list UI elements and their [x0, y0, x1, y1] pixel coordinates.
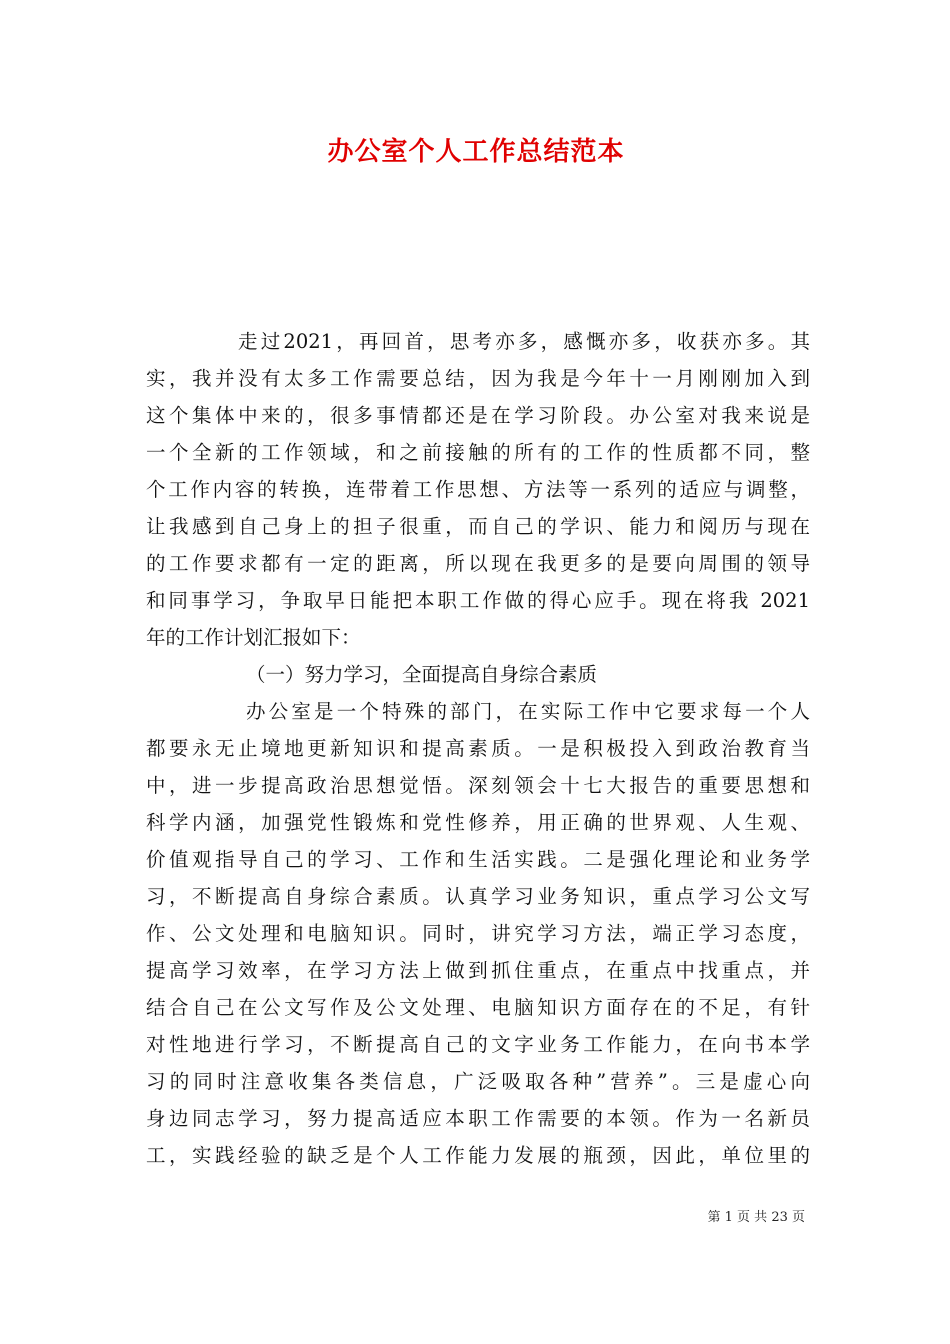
paragraph-line: 让我感到自己身上的担子很重，而自己的学识、能力和阅历与现在 [146, 515, 810, 538]
paragraph-line: 实，我并没有太多工作需要总结，因为我是今年十一月刚刚加入到 [146, 367, 810, 390]
paragraph-line: 的工作要求都有一定的距离，所以现在我更多的是要向周围的领导 [146, 552, 810, 575]
paragraph-line: 年的工作计划汇报如下： [146, 626, 361, 649]
paragraph-line: 工，实践经验的缺乏是个人工作能力发展的瓶颈，因此，单位里的 [146, 1144, 810, 1167]
paragraph-line: 一个全新的工作领域，和之前接触的所有的工作的性质都不同，整 [146, 441, 810, 464]
document-body [146, 323, 810, 1174]
paragraph-line: 个工作内容的转换，连带着工作思想、方法等一系列的适应与调整， [146, 478, 810, 501]
paragraph-line: 提高学习效率，在学习方法上做到抓住重点，在重点中找重点，并 [146, 959, 810, 982]
paragraph-line: 都要永无止境地更新知识和提高素质。一是积极投入到政治教育当 [146, 737, 810, 760]
paragraph-line: 办公室是一个特殊的部门，在实际工作中它要求每一个人 [246, 700, 810, 723]
paragraph-line: 身边同志学习，努力提高适应本职工作需要的本领。作为一名新员 [146, 1107, 810, 1130]
paragraph-line: 中，进一步提高政治思想觉悟。深刻领会十七大报告的重要思想和 [146, 774, 810, 797]
paragraph-line: 结合自己在公文写作及公文处理、电脑知识方面存在的不足，有针 [146, 996, 810, 1019]
paragraph-line: 科学内涵，加强党性锻炼和党性修养，用正确的世界观、人生观、 [146, 811, 810, 834]
document-title: 办公室个人工作总结范本 [327, 137, 625, 167]
page-number: 第 1 页 共 23 页 [707, 1210, 805, 1225]
paragraph-line: 走过2021，再回首，思考亦多，感慨亦多，收获亦多。其 [238, 330, 810, 353]
paragraph-line: 价值观指导自己的学习、工作和生活实践。二是强化理论和业务学 [146, 848, 810, 871]
paragraph-line: 和同事学习，争取早日能把本职工作做的得心应手。现在将我 2021 [146, 589, 810, 612]
paragraph-line: 这个集体中来的，很多事情都还是在学习阶段。办公室对我来说是 [146, 404, 810, 427]
paragraph-line: 作、公文处理和电脑知识。同时，讲究学习方法，端正学习态度， [146, 922, 810, 945]
paragraph-line: 习，不断提高自身综合素质。认真学习业务知识，重点学习公文写 [146, 885, 810, 908]
section-heading: （一）努力学习，全面提高自身综合素质 [246, 663, 598, 686]
paragraph-line: 对性地进行学习，不断提高自己的文字业务工作能力，在向书本学 [146, 1033, 810, 1056]
paragraph-line: 习的同时注意收集各类信息，广泛吸取各种”营养”。三是虚心向 [146, 1070, 810, 1093]
